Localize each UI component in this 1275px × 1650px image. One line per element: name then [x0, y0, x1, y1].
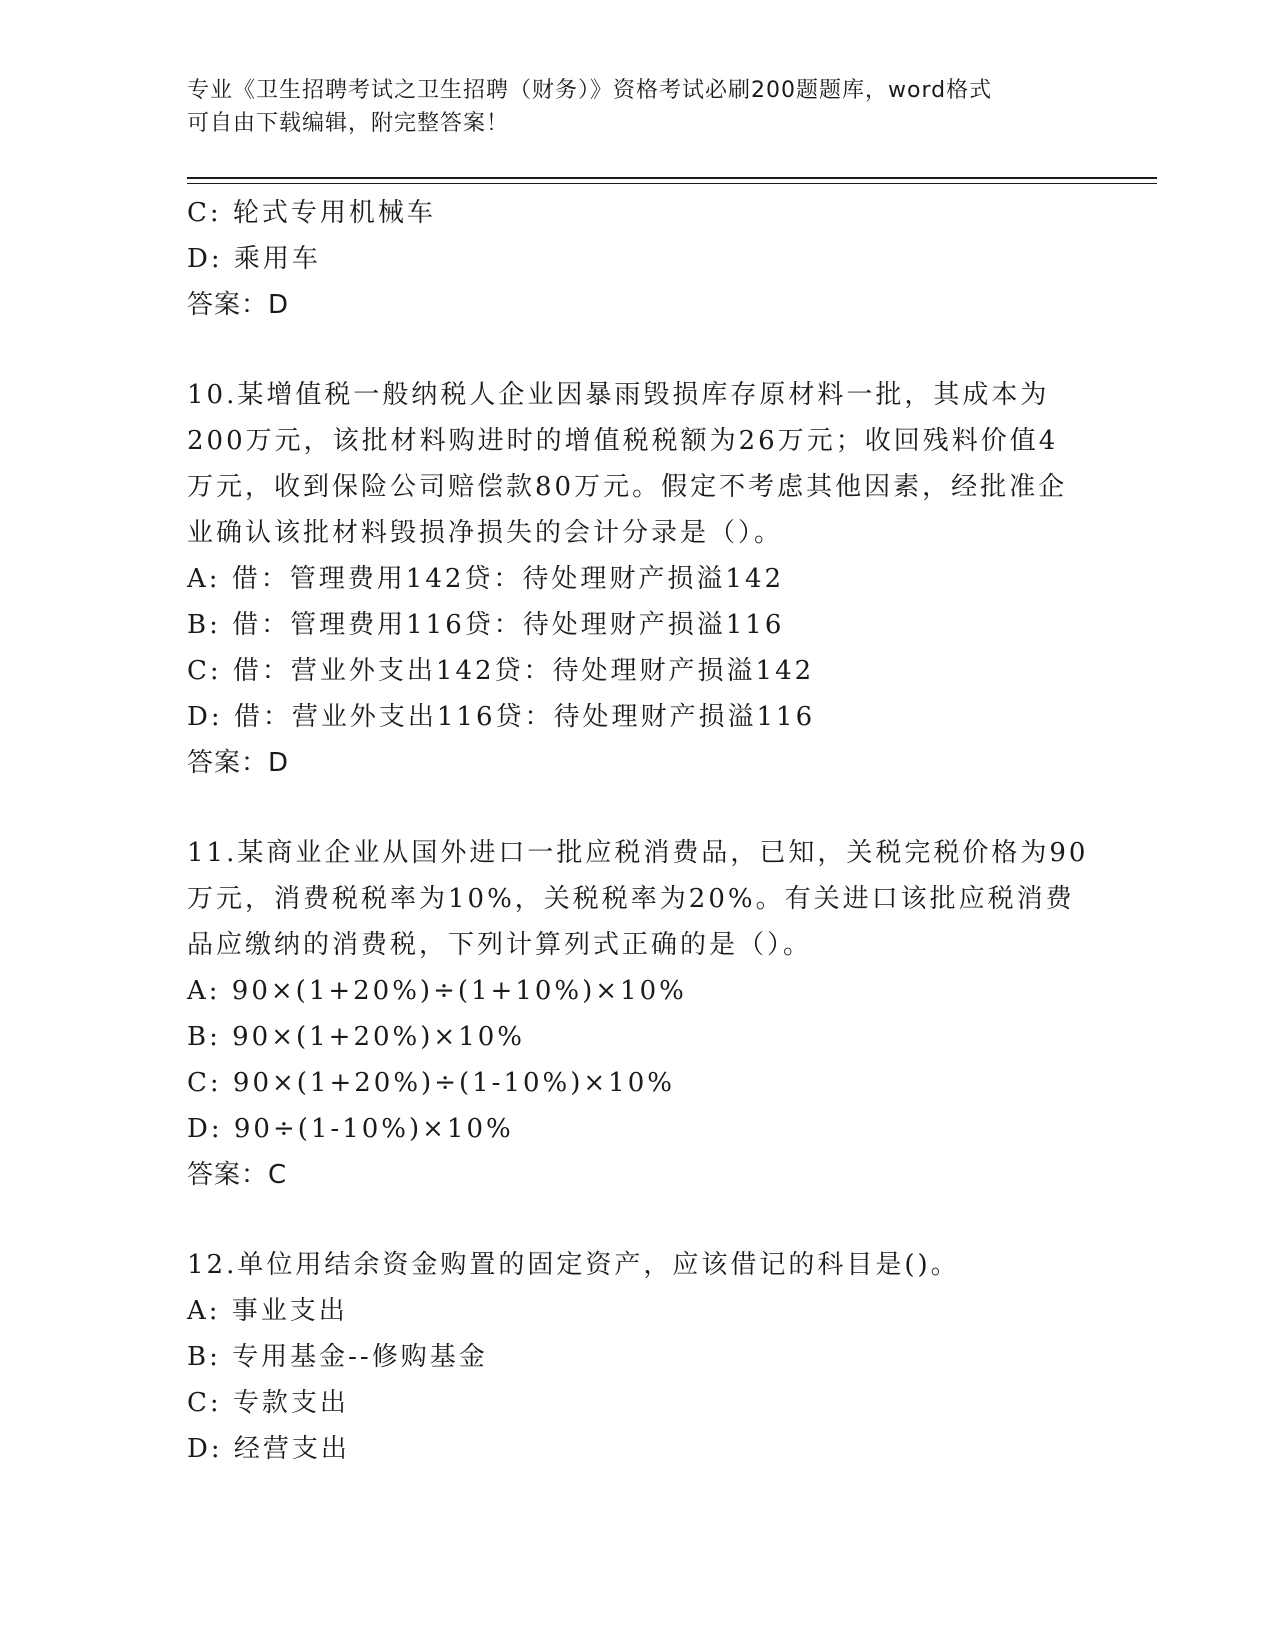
question-stem-line: 万元，收到保险公司赔偿款80万元。假定不考虑其他因素，经批准企	[187, 472, 1068, 502]
question-11	[187, 830, 1107, 1198]
option-line: A: 90×(1+20%)÷(1+10%)×10%	[187, 976, 687, 1006]
option-line: D: 乘用车	[187, 244, 321, 274]
option-line: B: 借：管理费用116贷：待处理财产损溢116	[187, 610, 785, 640]
option-line: A: 事业支出	[187, 1296, 348, 1326]
question-stem-line: 200万元，该批材料购进时的增值税税额为26万元；收回残料价值4	[187, 426, 1059, 456]
option-line: C: 90×(1+20%)÷(1-10%)×10%	[187, 1068, 675, 1098]
header-line-2: 可自由下载编辑，附完整答案！	[187, 111, 510, 136]
option-line: C: 借：营业外支出142贷：待处理财产损溢142	[187, 656, 815, 686]
header-line-1: 专业《卫生招聘考试之卫生招聘（财务）》资格考试必刷200题题库，word格式	[187, 78, 993, 103]
question-stem-line: 万元，消费税税率为10%，关税税率为20%。有关进口该批应税消费	[187, 884, 1075, 914]
answer-line: 答案：D	[187, 748, 290, 778]
question-12	[187, 1242, 1107, 1472]
question-stem-line: 10.某增值税一般纳税人企业因暴雨毁损库存原材料一批，其成本为	[187, 380, 1050, 410]
answer-line: 答案：C	[187, 1160, 288, 1190]
question-content	[187, 190, 1107, 1472]
header-rule-thin	[187, 183, 1157, 184]
spacer	[187, 328, 1107, 372]
option-line: B: 专用基金--修购基金	[187, 1342, 488, 1372]
answer-line: 答案：D	[187, 290, 290, 320]
option-line: A: 借：管理费用142贷：待处理财产损溢142	[187, 564, 785, 594]
option-line: B: 90×(1+20%)×10%	[187, 1022, 525, 1052]
question-stem-line: 11.某商业企业从国外进口一批应税消费品，已知，关税完税价格为90	[187, 838, 1089, 868]
spacer	[187, 786, 1107, 830]
prev-question	[187, 190, 1107, 328]
page-header	[187, 74, 1087, 140]
option-line: C: 轮式专用机械车	[187, 198, 436, 228]
option-line: D: 借：营业外支出116贷：待处理财产损溢116	[187, 702, 816, 732]
question-10	[187, 372, 1107, 786]
question-stem-line: 12.单位用结余资金购置的固定资产，应该借记的科目是()。	[187, 1250, 960, 1280]
option-line: C: 专款支出	[187, 1388, 349, 1418]
spacer	[187, 1198, 1107, 1242]
question-stem-line: 业确认该批材料毁损净损失的会计分录是（）。	[187, 518, 784, 548]
option-line: D: 90÷(1-10%)×10%	[187, 1114, 514, 1144]
option-line: D: 经营支出	[187, 1434, 350, 1464]
header-rule-thick	[187, 177, 1157, 179]
question-stem-line: 品应缴纳的消费税，下列计算列式正确的是（）。	[187, 930, 813, 960]
